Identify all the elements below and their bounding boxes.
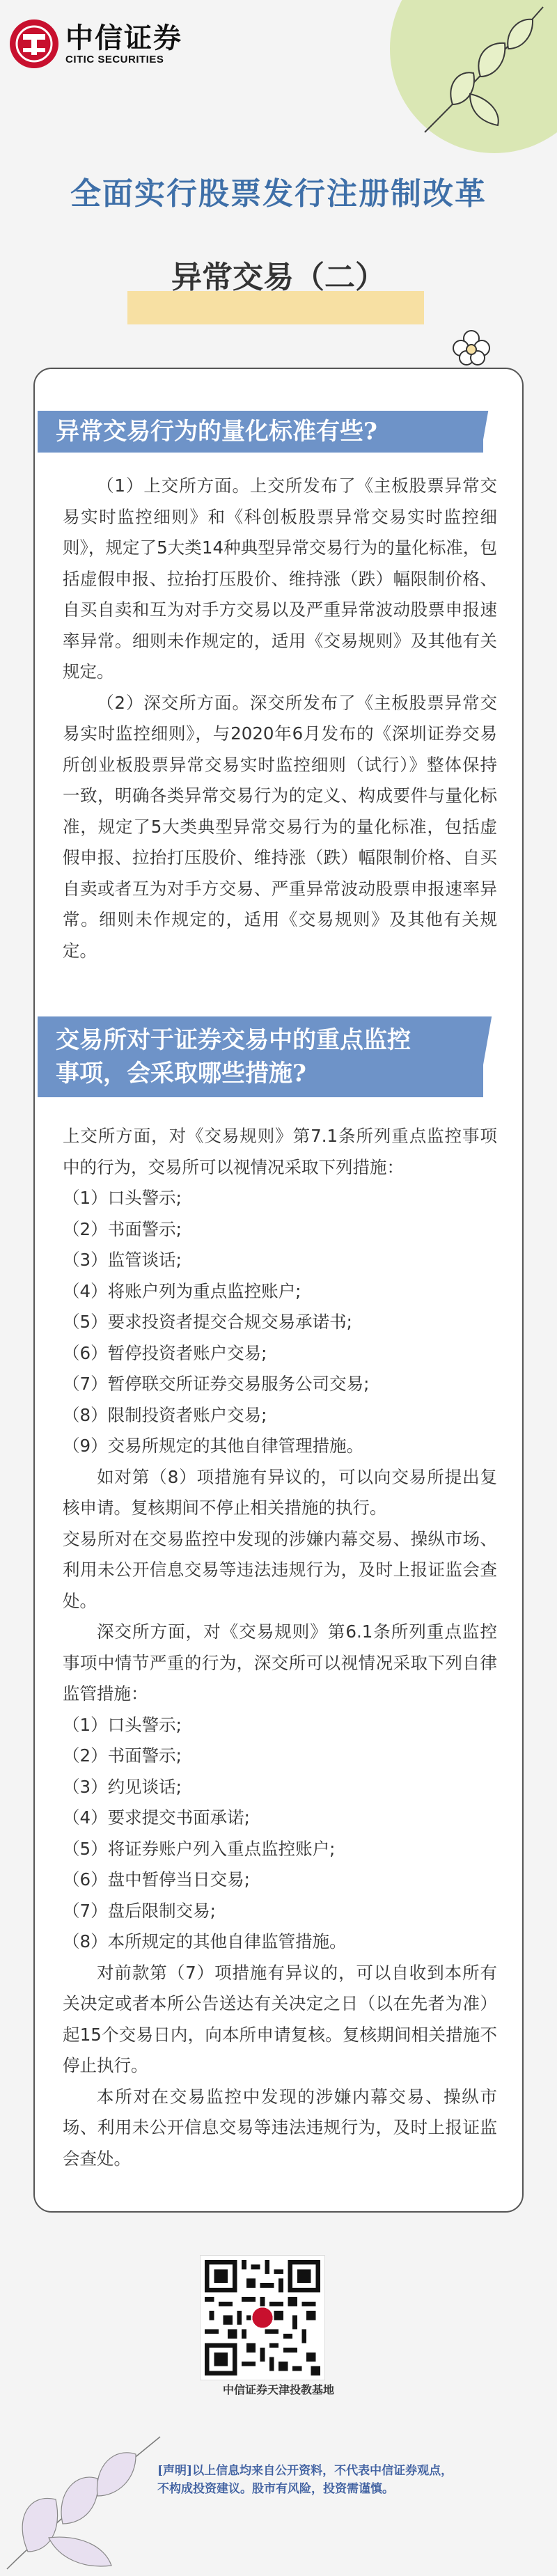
list-item: （3）监管谈话;: [63, 1250, 182, 1270]
list-item: （8）限制投资者账户交易;: [63, 1404, 267, 1425]
page-subtitle: 异常交易（二）: [171, 260, 386, 295]
list-item: （6）暂停投资者账户交易;: [63, 1342, 267, 1363]
section-heading-line1: 交易所对于证券交易中的重点监控: [56, 1026, 411, 1054]
section-heading-line2: 事项，会采取哪些措施?: [56, 1060, 306, 1087]
qr-code[interactable]: [201, 2256, 324, 2380]
citic-logo: [10, 19, 182, 68]
list-item: （9）交易所规定的其他自律管理措施。: [63, 1436, 364, 1456]
szse-report-note: 本所对在交易监控中发现的涉嫌内幕交易、操纵市场、利用未公开信息交易等违法违规行为，及时上报证监会查处。: [63, 2086, 497, 2169]
sse-paragraph: （1）上交所方面。上交所发布了《主板股票异常交易实时监控细则》和《科创板股票异常交易实时监控细则》，规定了5大类14种典型异常交易行为的量化标准，包括虚假申报、拉抬打压股价、维持涨（跌）幅限制价格、自买自卖和互为对手方交易以及严重异常波动股票申报速率异常。细则未作规定的，适用《交易规则》及其他有关规定。: [63, 476, 497, 682]
list-item: （6）盘中暂停当日交易;: [63, 1869, 250, 1890]
list-item: （2）书面警示;: [63, 1745, 182, 1766]
list-item: （4）将账户列为重点监控账户;: [63, 1280, 301, 1301]
qr-caption: 中信证券天津投教基地: [222, 2383, 334, 2396]
list-item: （7）暂停联交所证券交易服务公司交易;: [63, 1374, 370, 1394]
list-item: （1）口头警示;: [63, 1188, 182, 1208]
qr-code-icon: [205, 2260, 320, 2375]
szse-measures-intro: 深交所方面，对《交易规则》第6.1条所列重点监控事项中情节严重的行为，深交所可以视情况采取下列自律监管措施：: [63, 1621, 497, 1704]
list-item: （8）本所规定的其他自律监管措施。: [63, 1931, 347, 1951]
citic-logo-mark-icon: [10, 19, 58, 68]
flower-icon: [446, 326, 497, 368]
list-item: （5）要求投资者提交合规交易承诺书;: [63, 1312, 352, 1332]
list-item: （7）盘后限制交易;: [63, 1900, 216, 1921]
leaf-branch-icon: [404, 0, 550, 139]
list-item: （1）口头警示;: [63, 1714, 182, 1735]
list-item: （2）书面警示;: [63, 1218, 182, 1239]
list-item: （4）要求提交书面承诺;: [63, 1807, 250, 1828]
sse-review-note: 如对第（8）项措施有异议的，可以向交易所提出复核申请。复核期间不停止相关措施的执行。: [63, 1466, 497, 1518]
brand-name-cn: 中信证券: [65, 21, 182, 54]
section1-body: [63, 471, 497, 966]
page-title: 全面实行股票发行注册制改革: [70, 176, 487, 212]
sse-measures-intro: 上交所方面，对《交易规则》第7.1条所列重点监控事项中的行为，交易所可以视情况采取下列措施：: [63, 1126, 497, 1177]
sse-report-note: 交易所对在交易监控中发现的涉嫌内幕交易、操纵市场、利用未公开信息交易等违法违规行为，及时上报证监会查处。: [63, 1528, 497, 1611]
section2-body: [63, 1121, 497, 2174]
leaf-decoration-icon: [0, 2395, 174, 2576]
section-heading-quantitative-standards: 异常交易行为的量化标准有些?: [38, 411, 483, 453]
content-card: [33, 368, 524, 2213]
list-item: （5）将证券账户列入重点监控账户;: [63, 1838, 336, 1859]
disclaimer-text: [声明]以上信息均来自公开资料，不代表中信证券观点，不构成投资建议。股市有风险，投资需谨慎。: [157, 2464, 453, 2496]
brand-name-en: CITIC SECURITIES: [65, 53, 164, 65]
szse-paragraph: （2）深交所方面。深交所发布了《主板股票异常交易实时监控细则》，与2020年6月发布的《深圳证券交易所创业板股票异常交易实时监控细则（试行）》整体保持一致，明确各类异常交易行为的定义、构成要件与量化标准，规定了5大类典型异常交易行为的量化标准，包括虚假申报、拉抬打压股价、维持涨（跌）幅限制价格、自买自卖或者互为对手方交易、严重异常波动股票申报速率异常。细则未作规定的，适用《交易规则》及其他有关规定。: [63, 692, 497, 961]
list-item: （3）约见谈话;: [63, 1776, 182, 1797]
szse-review-note: 对前款第（7）项措施有异议的，可以自收到本所有关决定或者本所公告送达有关决定之日（以在先者为准）起15个交易日内，向本所申请复核。复核期间相关措施不停止执行。: [63, 1962, 497, 2075]
section-heading-monitoring-measures: [38, 1016, 483, 1097]
